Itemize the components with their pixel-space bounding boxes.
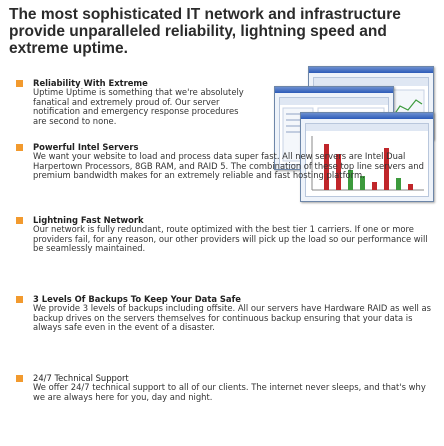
feature-body: Uptime Uptime is something that we're absolutely fanatical and extremely proud of. Our server notification and emergency response procedures are second to none. <box>33 87 244 127</box>
feature-title: Reliability With Extreme <box>33 78 148 88</box>
orange-bullet-icon <box>16 375 23 382</box>
orange-bullet-icon <box>16 217 23 224</box>
headline: The most sophisticated IT network and infrastructure provide unparalleled reliability, lightning speed and extreme uptime. <box>9 6 401 57</box>
orange-bullet-icon <box>16 80 23 87</box>
feature-body: Our network is fully redundant, route optimized with the best tier 1 carriers. If one or more providers fail, for any reason, our other providers will pick up the load so our performance will be seamlessly maintained. <box>33 224 428 254</box>
feature-title: 24/7 Technical Support <box>33 373 129 383</box>
feature-backups <box>19 294 434 333</box>
feature-title: Powerful Intel Servers <box>33 142 139 152</box>
feature-body: We offer 24/7 technical support to all of our clients. The internet never sleeps, and that's why we are always here for you, day and night. <box>33 382 426 402</box>
feature-network <box>19 215 434 254</box>
feature-title: Lightning Fast Network <box>33 215 144 225</box>
feature-body: We provide 3 levels of backups including offsite. All our servers have Hardware RAID as well as backup drives on the servers themselves for continuous backup ensuring that your data is always safe even in the event of a disaster. <box>33 303 432 333</box>
feature-reliability <box>19 78 434 127</box>
feature-intel-servers <box>19 142 434 181</box>
feature-body: We want your website to load and process data super fast. All new servers are Intel Dual Harpertown Processors, 8GB RAM, and RAID 5. The combination of these top line servers and premium bandwidth makes for an extremely reliable and fast hosting platform. <box>33 151 424 181</box>
feature-support <box>19 373 434 402</box>
orange-bullet-icon <box>16 144 23 151</box>
feature-title: 3 Levels Of Backups To Keep Your Data Safe <box>33 294 241 304</box>
orange-bullet-icon <box>16 296 23 303</box>
